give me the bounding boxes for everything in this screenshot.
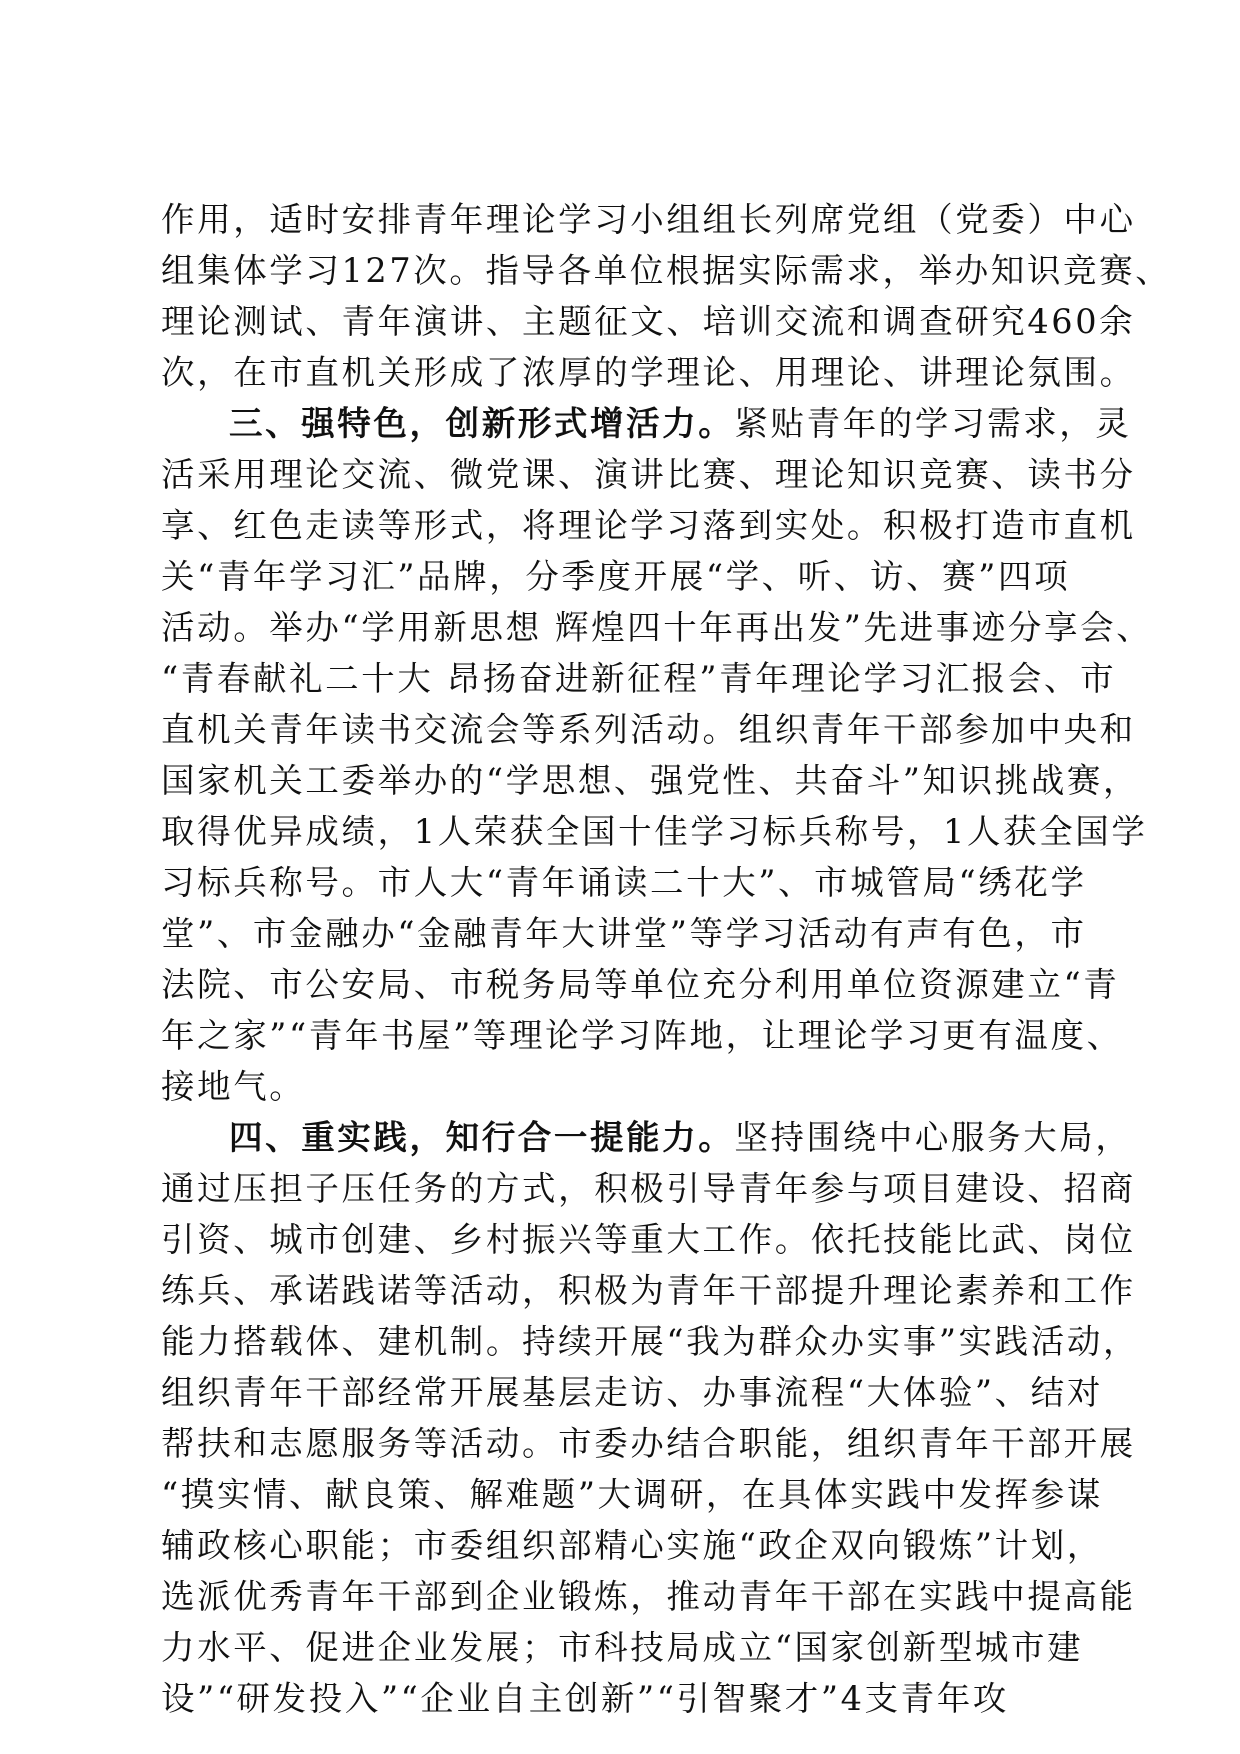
text-line: 活采用理论交流、微党课、演讲比赛、理论知识竞赛、读书分: [161, 455, 1136, 494]
document-body: [161, 194, 1172, 1724]
text-line: 练兵、承诺践诺等活动，积极为青年干部提升理论素养和工作: [161, 1271, 1136, 1310]
text-line: 作用，适时安排青年理论学习小组组长列席党组（党委）中心: [161, 200, 1136, 239]
paragraph-1: [161, 194, 1172, 398]
text-run: 坚持围绕中心服务大局，: [734, 1118, 1132, 1157]
text-line: 力水平、促进企业发展；市科技局成立“国家创新型城市建: [161, 1628, 1084, 1667]
text-line: 组织青年干部经常开展基层走访、办事流程“大体验”、结对: [161, 1373, 1103, 1412]
text-line: “青春献礼二十大 昂扬奋进新征程”青年理论学习汇报会、市: [161, 659, 1117, 698]
text-line: 接地气。: [161, 1067, 306, 1106]
text-line: 直机关青年读书交流会等系列活动。组织青年干部参加中央和: [161, 710, 1136, 749]
text-run: 紧贴青年的学习需求，灵: [734, 404, 1132, 443]
text-line: 选派优秀青年干部到企业锻炼，推动青年干部在实践中提高能: [161, 1577, 1136, 1616]
text-line: 关“青年学习汇”品牌，分季度开展“学、听、访、赛”四项: [161, 557, 1071, 596]
text-line: 次，在市直机关形成了浓厚的学理论、用理论、讲理论氛围。: [161, 353, 1136, 392]
text-line: “摸实情、献良策、解难题”大调研，在具体实践中发挥参谋: [161, 1475, 1103, 1514]
text-line: 习标兵称号。市人大“青年诵读二十大”、市城管局“绣花学: [161, 863, 1087, 902]
text-line: 国家机关工委举办的“学思想、强党性、共奋斗”知识挑战赛，: [161, 761, 1140, 800]
section-heading: 三、强特色，创新形式增活力。: [229, 404, 735, 443]
paragraph-3: [161, 1112, 1140, 1724]
text-line: 理论测试、青年演讲、主题征文、培训交流和调查研究460余: [161, 302, 1136, 341]
text-line: 享、红色走读等形式，将理论学习落到实处。积极打造市直机: [161, 506, 1136, 545]
paragraph-first-line: [161, 398, 1132, 449]
text-line: 年之家”“青年书屋”等理论学习阵地，让理论学习更有温度、: [161, 1016, 1123, 1055]
text-line: 能力搭载体、建机制。持续开展“我为群众办实事”实践活动，: [161, 1322, 1140, 1361]
text-line: 通过压担子压任务的方式，积极引导青年参与项目建设、招商: [161, 1169, 1136, 1208]
paragraph-first-line: [161, 1112, 1132, 1163]
text-line: 法院、市公安局、市税务局等单位充分利用单位资源建立“青: [161, 965, 1120, 1004]
text-line: 引资、城市创建、乡村振兴等重大工作。依托技能比武、岗位: [161, 1220, 1136, 1259]
text-line: 辅政核心职能；市委组织部精心实施“政企双向锻炼”计划，: [161, 1526, 1103, 1565]
paragraph-2: [161, 398, 1153, 1112]
text-line: 组集体学习127次。指导各单位根据实际需求，举办知识竞赛、: [161, 251, 1172, 290]
text-line: 设”“研发投入”“企业自主创新”“引智聚才”4支青年攻: [161, 1679, 1009, 1718]
text-line: 活动。举办“学用新思想 辉煌四十年再出发”先进事迹分享会、: [161, 608, 1153, 647]
text-line: 堂”、市金融办“金融青年大讲堂”等学习活动有声有色，市: [161, 914, 1087, 953]
text-line: 帮扶和志愿服务等活动。市委办结合职能，组织青年干部开展: [161, 1424, 1136, 1463]
text-line: 取得优异成绩，1人荣获全国十佳学习标兵称号，1人获全国学: [161, 812, 1148, 851]
section-heading: 四、重实践，知行合一提能力。: [229, 1118, 735, 1157]
